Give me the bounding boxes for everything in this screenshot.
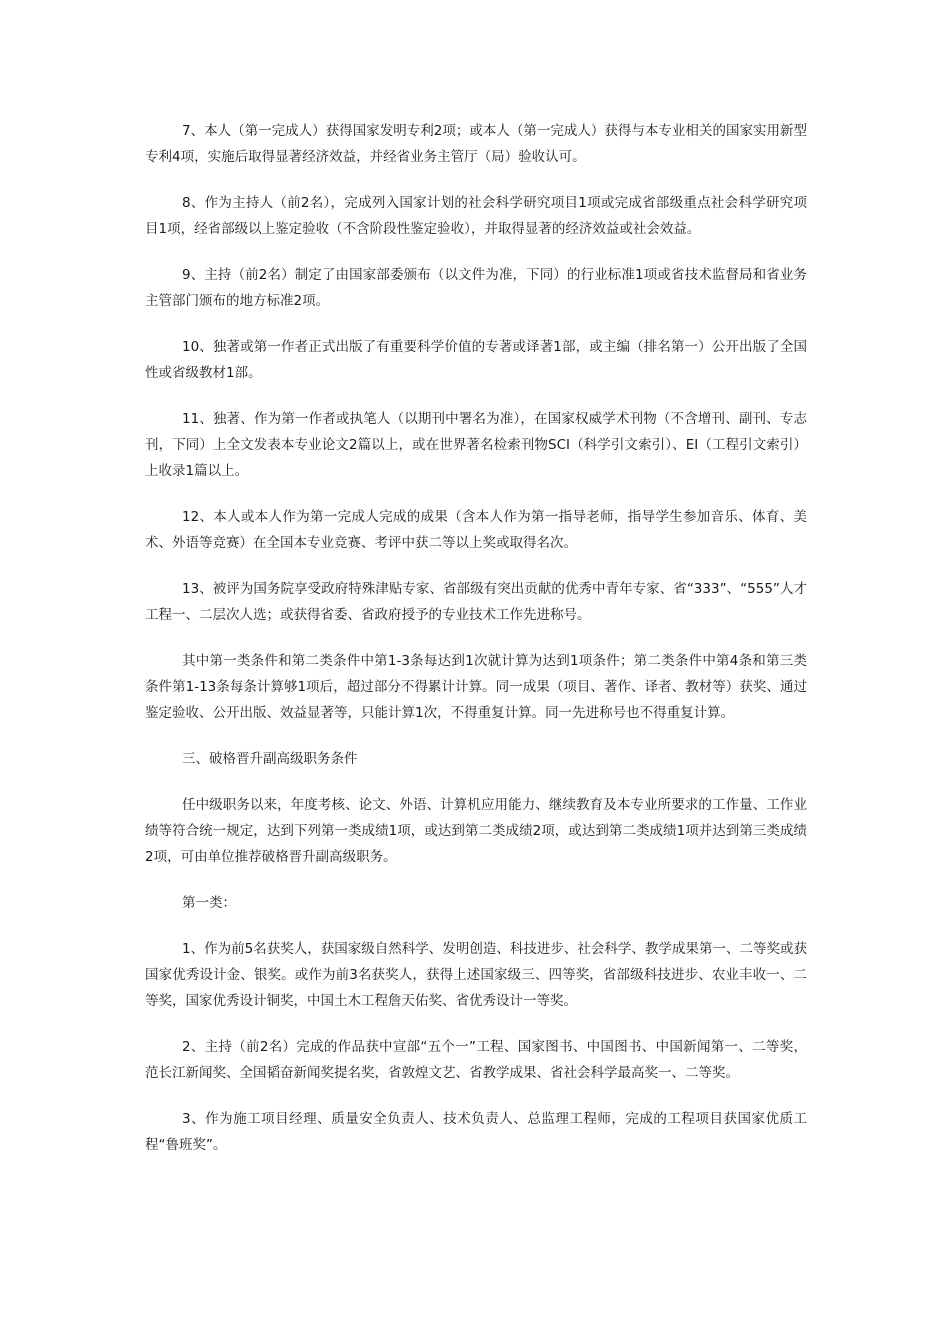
paragraph-item-8: 8、作为主持人（前2名），完成列入国家计划的社会科学研究项目1项或完成省部级重点社会科学研究项目1项，经省部级以上鉴定验收（不含阶段性鉴定验收），并取得显著的经济效益或社会效益。 — [145, 195, 807, 237]
paragraph-item-9: 9、主持（前2名）制定了由国家部委颁布（以文件为准，下同）的行业标准1项或省技术监督局和省业务主管部门颁布的地方标准2项。 — [145, 267, 807, 309]
section-heading: 三、破格晋升副高级职务条件 — [182, 751, 358, 767]
paragraph-category-item-1: 1、作为前5名获奖人，获国家级自然科学、发明创造、科技进步、社会科学、教学成果第一、二等奖或获国家优秀设计金、银奖。或作为前3名获奖人，获得上述国家级三、四等奖，省部级科技进步、农业丰收一、二等奖，国家优秀设计铜奖，中国土木工程詹天佑奖、省优秀设计一等奖。 — [145, 941, 807, 1009]
paragraph-category-item-2: 2、主持（前2名）完成的作品获中宣部“五个一”工程、国家图书、中国图书、中国新闻第一、二等奖，范长江新闻奖、全国韬奋新闻奖提名奖，省敦煌文艺、省教学成果、省社会科学最高奖一、二等奖。 — [145, 1039, 807, 1081]
paragraph-calculation-rule: 其中第一类条件和第二类条件中第1-3条每达到1次就计算为达到1项条件；第二类条件中第4条和第三类条件第1-13条每条计算够1项后，超过部分不得累计计算。同一成果（项目、著作、译者、教材等）获奖、通过鉴定验收、公开出版、效益显著等，只能计算1次，不得重复计算。同一先进称号也不得重复计算。 — [145, 653, 807, 721]
paragraph-item-10: 10、独著或第一作者正式出版了有重要科学价值的专著或译著1部，或主编（排名第一）公开出版了全国性或省级教材1部。 — [145, 339, 807, 381]
paragraph-item-7: 7、本人（第一完成人）获得国家发明专利2项；或本人（第一完成人）获得与本专业相关的国家实用新型专利4项，实施后取得显著经济效益，并经省业务主管厅（局）验收认可。 — [145, 123, 807, 165]
paragraph-item-11: 11、独著、作为第一作者或执笔人（以期刊中署名为准），在国家权威学术刊物（不含增刊、副刊、专志刊，下同）上全文发表本专业论文2篇以上，或在世界著名检索刊物SCI（科学引文索引）、EI（工程引文索引）上收录1篇以上。 — [145, 411, 807, 479]
paragraph-category-item-3: 3、作为施工项目经理、质量安全负责人、技术负责人、总监理工程师，完成的工程项目获国家优质工程“鲁班奖”。 — [145, 1111, 807, 1153]
paragraph-section-intro: 任中级职务以来，年度考核、论文、外语、计算机应用能力、继续教育及本专业所要求的工作量、工作业绩等符合统一规定，达到下列第一类成绩1项，或达到第二类成绩2项，或达到第二类成绩1项并达到第三类成绩2项，可由单位推荐破格晋升副高级职务。 — [145, 797, 807, 865]
paragraph-item-12: 12、本人或本人作为第一完成人完成的成果（含本人作为第一指导老师，指导学生参加音乐、体育、美术、外语等竞赛）在全国本专业竞赛、考评中获二等以上奖或取得名次。 — [145, 509, 807, 551]
document-body — [145, 118, 807, 1178]
paragraph-item-13: 13、被评为国务院享受政府特殊津贴专家、省部级有突出贡献的优秀中青年专家、省“333”、“555”人才工程一、二层次人选；或获得省委、省政府授予的专业技术工作先进称号。 — [145, 581, 807, 623]
category-heading: 第一类： — [182, 895, 236, 911]
